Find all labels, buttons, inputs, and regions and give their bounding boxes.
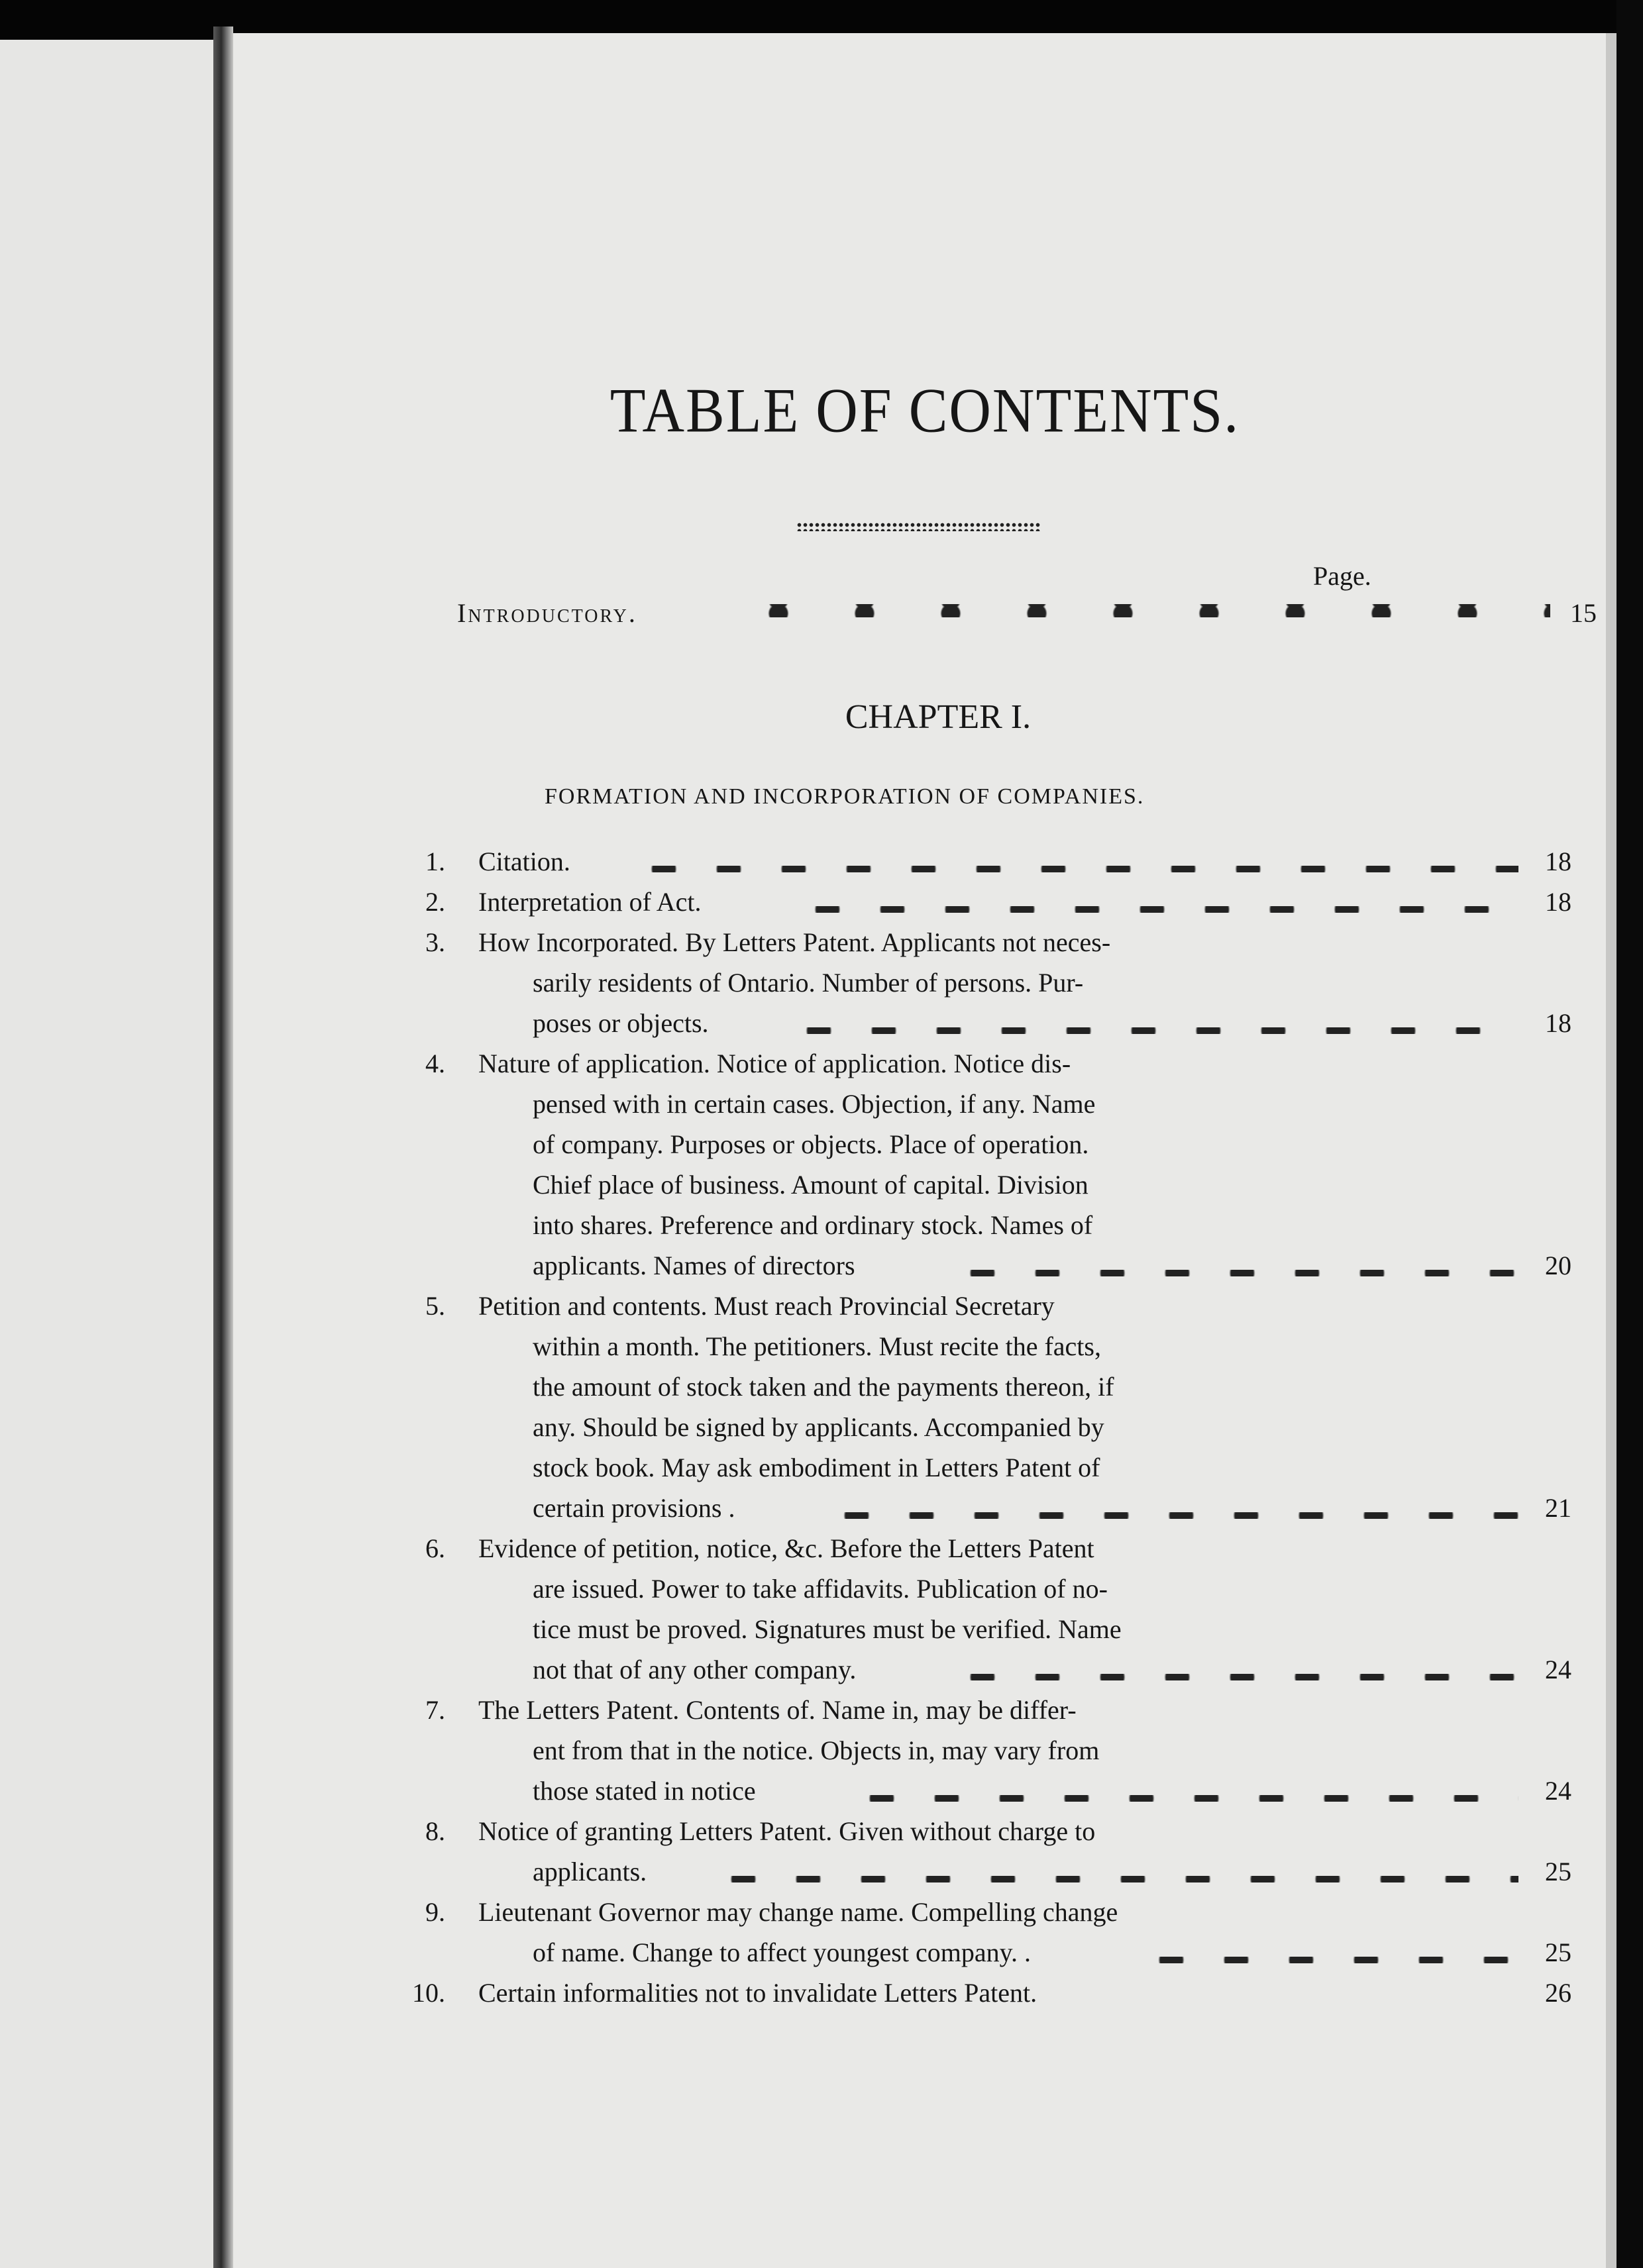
- entry-line: certain provisions .: [533, 1493, 735, 1523]
- entry-line: Certain informalities not to invalidate Letters Patent.: [478, 1978, 1037, 2008]
- entry-number: 10.: [412, 1978, 445, 2008]
- entry-line: Interpretation of Act.: [478, 887, 702, 917]
- dot-leader: [950, 1674, 1518, 1680]
- dot-leader: [950, 1270, 1518, 1276]
- entry-page-number: 24: [1545, 1655, 1571, 1684]
- entry-number: 8.: [425, 1816, 445, 1846]
- entry-number: 9.: [425, 1897, 445, 1927]
- contents-entry: [425, 1811, 1571, 1892]
- entry-line: sarily residents of Ontario. Number of persons. Pur-: [533, 968, 1084, 998]
- entry-line: tice must be proved. Signatures must be verified. Name: [533, 1614, 1122, 1644]
- entry-page-number: 25: [1545, 1857, 1571, 1886]
- entry-line: poses or objects.: [533, 1008, 709, 1038]
- entry-page-number: 20: [1545, 1251, 1571, 1280]
- page-edge: [1606, 33, 1616, 2268]
- entry-page-number: 21: [1545, 1493, 1571, 1523]
- contents-entry: [425, 841, 1571, 882]
- dot-leader: [735, 604, 1550, 617]
- entry-line: Citation.: [478, 847, 570, 876]
- ornament-rule: [796, 522, 1041, 531]
- introductory-label: Introductory.: [457, 598, 637, 628]
- document-page: [233, 33, 1616, 2268]
- entry-number: 1.: [425, 847, 445, 876]
- entry-line: How Incorporated. By Letters Patent. Applicants not neces-: [478, 927, 1111, 957]
- chapter-subtitle: FORMATION AND INCORPORATION OF COMPANIES.: [545, 784, 1145, 809]
- entry-page-number: 18: [1545, 847, 1571, 876]
- entry-line: not that of any other company.: [533, 1655, 857, 1684]
- entry-line: Evidence of petition, notice, &c. Before the Letters Patent: [478, 1533, 1094, 1563]
- entry-line: of name. Change to affect youngest company. .: [533, 1937, 1031, 1967]
- entry-line: within a month. The petitioners. Must recite the facts,: [533, 1331, 1101, 1361]
- scan-border-right: [1616, 0, 1643, 2268]
- entry-number: 4.: [425, 1049, 445, 1078]
- contents-entry: [412, 1973, 1571, 2013]
- dot-leader: [1139, 1957, 1518, 1963]
- entry-text: [478, 1690, 1346, 1811]
- entry-line: into shares. Preference and ordinary stock. Names of: [533, 1210, 1093, 1240]
- entry-text: [478, 1043, 1346, 1286]
- entry-text: [478, 882, 1346, 922]
- dot-leader: [795, 906, 1518, 913]
- entry-number: 6.: [425, 1533, 445, 1563]
- dot-leader: [786, 1027, 1518, 1034]
- introductory-row: [457, 597, 1597, 629]
- page-column-label: Page.: [1313, 561, 1371, 591]
- contents-entry: [425, 1528, 1571, 1690]
- entry-line: Notice of granting Letters Patent. Given without charge to: [478, 1816, 1096, 1846]
- entry-line: Nature of application. Notice of application. Notice dis-: [478, 1049, 1071, 1078]
- entry-line: Lieutenant Governor may change name. Compelling change: [478, 1897, 1118, 1927]
- introductory-page: 15: [1570, 598, 1597, 628]
- entry-text: [478, 1528, 1346, 1690]
- dot-leader: [631, 866, 1518, 872]
- entry-page-number: 18: [1545, 1008, 1571, 1038]
- entry-number: 5.: [425, 1291, 445, 1321]
- entry-line: Chief place of business. Amount of capital. Division: [533, 1170, 1088, 1200]
- entry-line: applicants. Names of directors: [533, 1251, 855, 1280]
- dot-leader: [849, 1795, 1518, 1802]
- entry-page-number: 24: [1545, 1776, 1571, 1806]
- entry-line: applicants.: [533, 1857, 647, 1886]
- book-gutter: [213, 26, 233, 2268]
- facing-page-edge: [0, 40, 225, 2268]
- entry-line: any. Should be signed by applicants. Accompanied by: [533, 1412, 1104, 1442]
- entry-number: 2.: [425, 887, 445, 917]
- contents-entry: [425, 1286, 1571, 1528]
- entry-line: the amount of stock taken and the payments thereon, if: [533, 1372, 1114, 1402]
- entry-line: those stated in notice: [533, 1776, 756, 1806]
- entry-line: stock book. May ask embodiment in Letters Patent of: [533, 1453, 1100, 1482]
- page-title: TABLE OF CONTENTS.: [610, 376, 1240, 446]
- entry-text: [478, 1973, 1346, 2013]
- contents-list: [412, 841, 1571, 2013]
- contents-entry: [425, 922, 1571, 1043]
- entry-text: [478, 1286, 1346, 1528]
- entry-text: [478, 841, 1346, 882]
- entry-number: 3.: [425, 927, 445, 957]
- entry-line: are issued. Power to take affidavits. Publication of no-: [533, 1574, 1108, 1604]
- dot-leader: [711, 1876, 1518, 1882]
- entry-number: 7.: [425, 1695, 445, 1725]
- contents-entry: [425, 882, 1571, 922]
- entry-page-number: 26: [1545, 1978, 1571, 2008]
- entry-page-number: 25: [1545, 1937, 1571, 1967]
- entry-page-number: 18: [1545, 887, 1571, 917]
- entry-text: [478, 922, 1346, 1043]
- entry-line: pensed with in certain cases. Objection, if any. Name: [533, 1089, 1096, 1119]
- dot-leader: [824, 1512, 1518, 1519]
- entry-line: The Letters Patent. Contents of. Name in, may be differ-: [478, 1695, 1077, 1725]
- chapter-heading: CHAPTER I.: [845, 698, 1032, 736]
- contents-entry: [425, 1043, 1571, 1286]
- contents-entry: [425, 1690, 1571, 1811]
- entry-line: of company. Purposes or objects. Place of operation.: [533, 1129, 1089, 1159]
- contents-entry: [425, 1892, 1571, 1973]
- entry-line: Petition and contents. Must reach Provincial Secretary: [478, 1291, 1055, 1321]
- entry-line: ent from that in the notice. Objects in, may vary from: [533, 1735, 1100, 1765]
